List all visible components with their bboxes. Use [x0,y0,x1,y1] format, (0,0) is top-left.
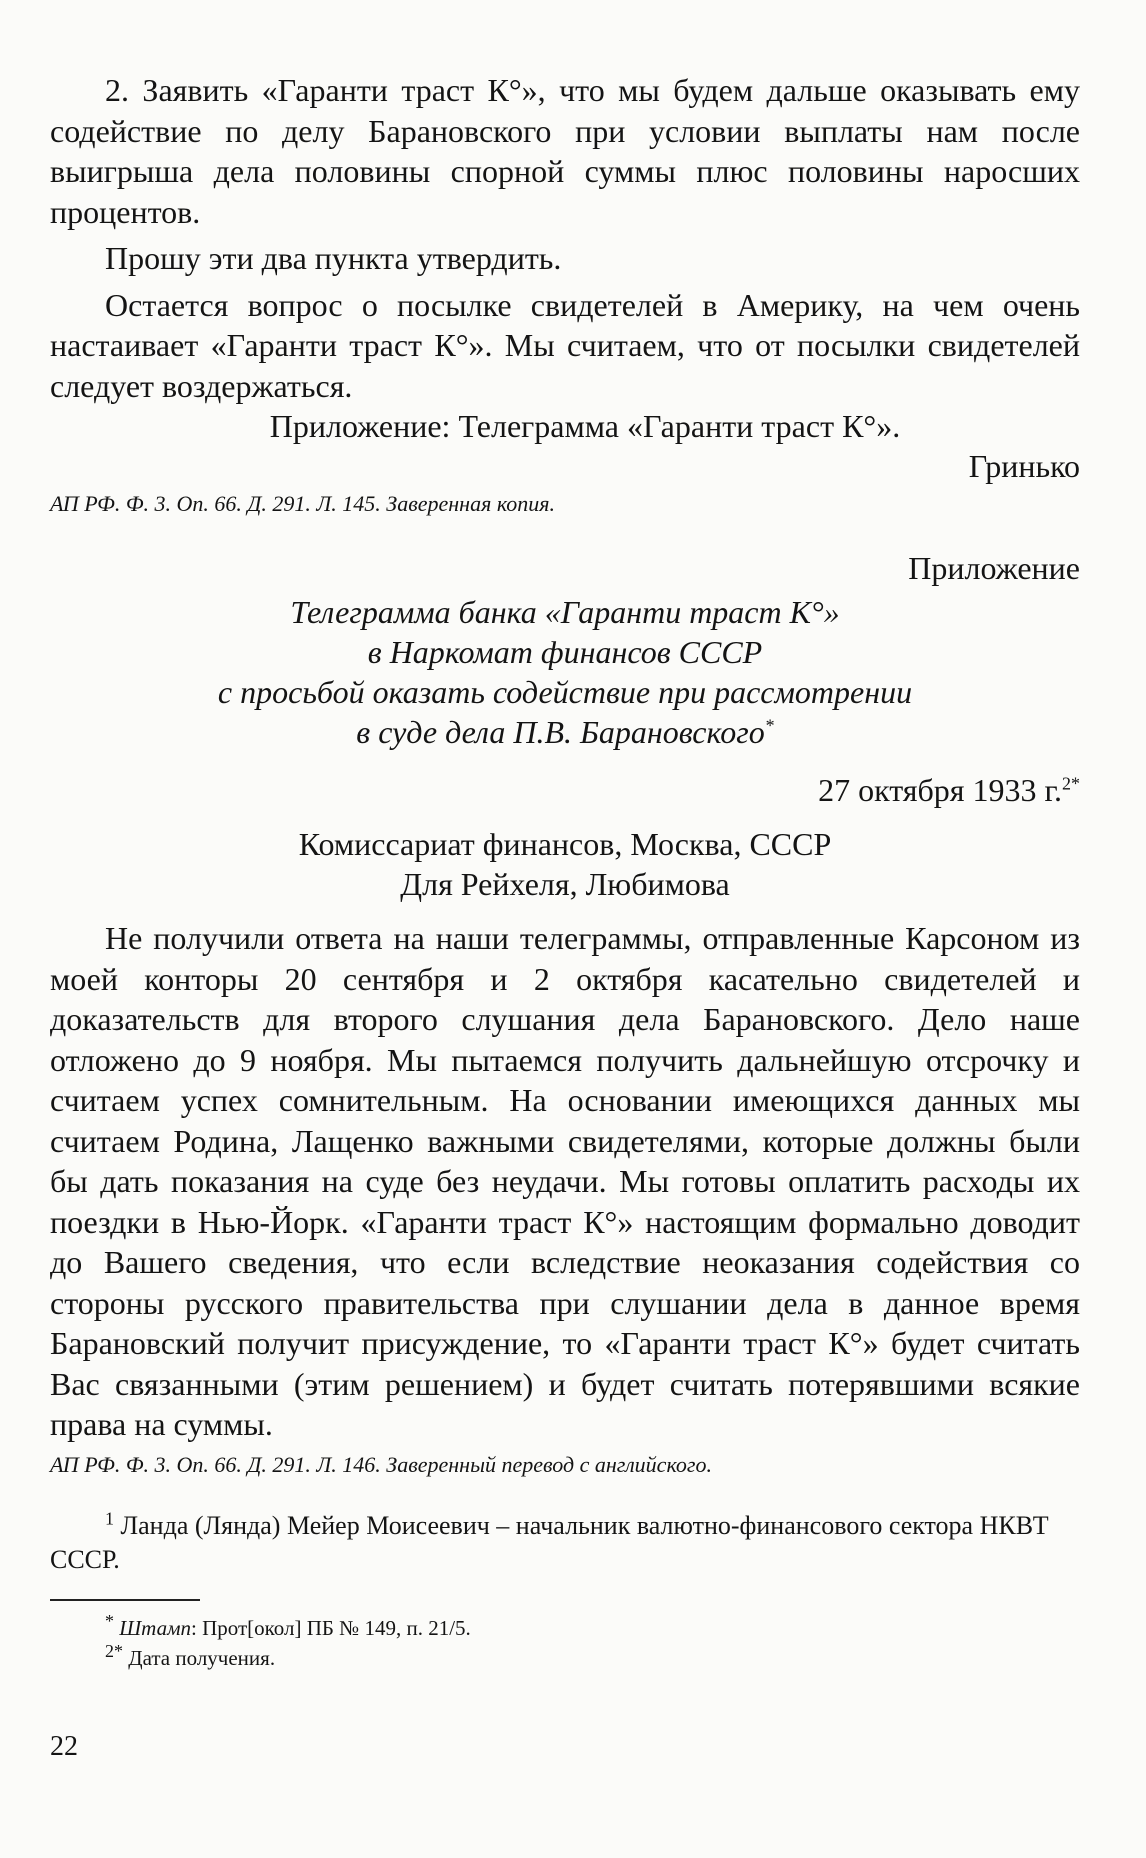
archive-source-2: АП РФ. Ф. 3. Оп. 66. Д. 291. Л. 146. Заверенный перевод с английского. [50,1451,712,1477]
archive-source-1: АП РФ. Ф. 3. Оп. 66. Д. 291. Л. 145. Заверенная копия. [50,491,556,516]
addressee-line-1: Комиссариат финансов, Москва, СССР [298,826,832,862]
attachment-line: Приложение: Телеграмма «Гаранти траст К°». [269,408,901,444]
paragraph-witnesses: Остается вопрос о посылке свидетелей в Америку, на чем очень настаивает «Гаранти траст К°». Мы считаем, что от посылки свидетелей следует воздержаться. [50,286,1080,404]
footnote-2star [105,1640,1080,1673]
footnote-2star-text: Дата получения. [128,1645,276,1670]
appendix-title-line-3: с просьбой оказать содействие при рассмотрении [217,674,913,710]
footnote-star-text: : Прот[окол] ПБ № 149, п. 21/5. [190,1615,471,1640]
appendix-label: Приложение [908,550,1080,586]
footnote-divider [50,1599,200,1601]
footnote-2star-mark: 2* [105,1640,123,1661]
appendix-title-line-4 [50,712,1080,752]
footnote-mark-star: * [764,715,774,736]
page [50,70,1080,1763]
signature: Гринько [968,448,1080,484]
telegram-body: Не получили ответа на наши телеграммы, отправленные Карсоном из моей конторы 20 сентября и 2 октября касательно свидетелей и доказательств для второго слушания дела Барановского. Дело наше отложено до 9 ноября. Мы пытаемся получить дальнейшую отсрочку и считаем успех сомнительным. На основании имеющихся данных мы считаем Родина, Лащенко важными свидетелями, которые должны были бы дать показания на суде без неудачи. Мы готовы оплатить расходы их поездки в Нью-Йорк. «Гаранти траст К°» настоящим формально доводит до Вашего сведения, что если вследствие неоказания содействия со стороны русского правительства при слушании дела в данное время Барановский получит присуждение, то «Гаранти траст К°» будет считать Вас связанными (этим решением) и будет считать потерявшими всякие права на суммы. [50,920,1080,1442]
footnote-1-mark: 1 [105,1507,114,1528]
footnote-1 [50,1509,1080,1577]
appendix-title-line-4-text: в суде дела П.В. Барановского [356,714,765,750]
footnote-star-mark: * [105,1610,114,1631]
footnote-star [105,1610,1080,1643]
footnote-mark-2star: 2* [1062,773,1080,794]
page-number: 22 [50,1730,78,1762]
footnote-star-label: Штамп [119,1615,191,1640]
telegram-date [50,770,1080,810]
appendix-title-line-1: Телеграмма банка «Гаранти траст К°» [290,594,840,630]
paragraph-point-2: 2. Заявить «Гаранти траст К°», что мы будем дальше оказывать ему содействие по делу Барановского при условии выплаты нам после выигрыша дела половины спорной суммы плюс половины наросших процентов. [50,72,1080,230]
paragraph-approve: Прошу эти два пункта утвердить. [105,240,562,276]
telegram-date-text: 27 октября 1933 г. [818,772,1062,808]
footnote-1-text: Ланда (Лянда) Мейер Моисеевич – начальник валютно-финансового сектора НКВТ СССР. [50,1510,1049,1574]
appendix-title [50,592,1080,752]
addressee-line-2: Для Рейхеля, Любимова [400,866,730,902]
appendix-title-line-2: в Наркомат финансов СССР [367,634,763,670]
